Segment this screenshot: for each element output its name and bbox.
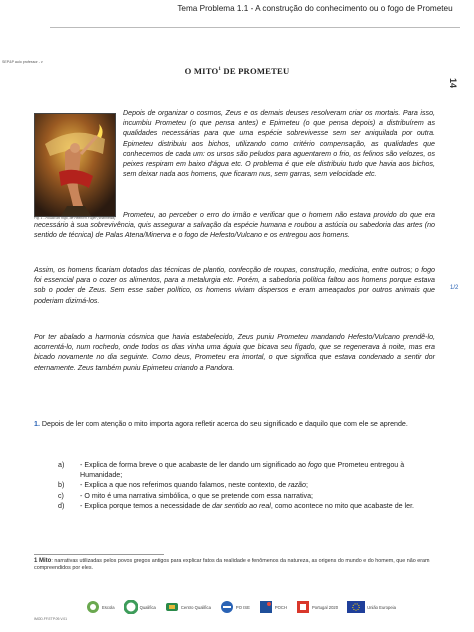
logo-label: Qualifica [139,604,156,610]
item-text-post: que Prometeu entregou à Humanidade; [80,461,405,480]
item-label: c) [58,491,64,500]
item-text-emphasis: dar sentido ao real [212,501,271,510]
footnote-text: : narrativas utilizadas pelos povos gregos antigos para explicar fatos da realidade e fenômenos da natureza, as origens do mundo e do homem, que não eram compreendidos por eles. [34,558,430,572]
ring-icon [124,600,138,614]
title-rest: DE PROMETEU [221,66,290,76]
logo-escola [86,600,115,614]
eu-flag-icon [347,601,365,613]
leaf-icon [86,600,100,614]
item-text-emphasis: fogo [307,461,322,469]
item-text-pre: - Explica porque temos a necessidade de [80,501,213,510]
paragraph-3: Assim, os homens ficariam dotados das técnicas de plantio, confecção de roupas, construção, medicina, entre outros; o fogo foi essencial para o cozer os alimentos, para a metalurgia etc. Porém, a sabedoria política faltou aos homens porque estava sob o poder de Zeus. Sem esse saber político, os homens viviam dispersos e eram ameaçados por outros animais que poderiam dizimá-los. [34,266,435,305]
question-item-b [58,480,438,490]
logo-uniao-europeia [347,601,396,613]
question-intro: Depois de ler com atenção o mito importa agora refletir acerca do seu significado e daquilo que com ele se aprende. [39,420,408,428]
page-marker-top: 14 [448,77,459,89]
item-text [80,491,313,501]
logo-label: Portugal 2020 [311,604,339,610]
poise-icon [220,600,234,614]
item-text-pre: - Explica de forma breve o que acabaste de ler dando um significado ao [80,461,308,469]
poch-icon [259,600,273,614]
item-text [80,501,414,511]
item-text-emphasis: razão [288,481,306,490]
item-label: d) [58,501,65,510]
question-item-a [58,460,438,480]
painting-image [35,114,115,216]
title-footnote-mark: 1 [218,67,222,73]
funding-logos [86,594,466,620]
page-marker-side: 1/2 [450,285,459,291]
question-item-c [58,491,438,501]
logo-label: POCH [274,604,287,610]
question-number: 1. [34,420,40,428]
logo-qualifica [124,600,156,614]
item-text-post: , como acontece no mito que acabaste de ler. [270,501,415,510]
logo-centro-qualifica [165,600,211,614]
logo-label: PO ISE [235,604,250,610]
question-1 [34,419,435,429]
paragraph-4: Por ter abalado a harmonia cósmica que havia estabelecido, Zeus puniu Prometeu mandando Hefesto/Vulcano prendê-lo, acorrentá-lo, num rochedo, onde todos os dias vinha uma águia que bicava seu fígado, que se regenerava à noite, mas era bicado novamente no dia seguinte. Como deus, Prometeu era imortal, o que significa que estava condenado a sentir dor eternamente. Zeus também puniu Epimeteu criando a Pandora. [34,333,435,372]
logo-poch [259,600,287,614]
paragraph-1: Depois de organizar o cosmos, Zeus e os demais deuses resolveram criar os mortais. Para isso, incumbiu Prometeu (o que pensa antes) e Epimeteu (o que pensa depois) a distribuírem as qualidades necessárias para que uma espécie sobrevivesse sem ser aniquilada por outra. Epimeteu distribuiu aos bichos, utilizando como critério compensação, as qualidades que conhecemos de cada um: os ursos são peludos para aguentarem o frio, os felinos são velozes, os peixes respiram em baixo d'água etc. O problema é que ele distribuiu tudo que havia aos bichos, sem deixar nada aos homens, que ficaram nus, sem garras, sem velocidade etc. [123,109,435,179]
prometheus-painting [34,113,116,217]
item-text [80,460,438,480]
item-text-post: ; [305,481,308,490]
title-text: O MITO [184,66,219,76]
paragraph-2: Prometeu, ao perceber o erro do irmão e verificar que o homem não estava provido do que era necessário à sua sobrevivência, quis assegurar a salvação da espécie humana e roubou a astúcia ou sabedoria das artes (no sentido de técnica) de Palas Atena/Minerva e o fogo de Hefesto/Vulcano e os entregou aos homens. [34,211,435,240]
logo-label: União Europeia [367,604,396,610]
portugal-2020-icon [296,600,310,614]
item-label: b) [58,481,65,490]
footnote-mark: 1 Mito [34,558,52,564]
logo-po-ise [220,600,250,614]
item-text-pre: - O mito é uma narrativa simbólica, o que se pretende com essa narrativa; [80,491,314,500]
margin-note: SEP&P aulo professor - v [2,60,43,64]
footnote [34,558,444,572]
page-title [0,66,474,76]
qualifica-mark-icon [165,600,179,614]
logo-label: Centro Qualifica [180,604,211,610]
header-divider [50,27,460,28]
footnote-divider [34,554,164,555]
question-item-d [58,501,438,511]
figure-caption: Fig. 1 - Roubo do fogo, de Heinrich Füger (Wikimedia) [34,216,116,220]
question-items [58,460,438,511]
item-text-pre: - Explica a que nos referimos quando falamos, neste contexto, de [80,481,289,490]
item-text [80,480,308,490]
item-label: a) [58,461,65,469]
logo-label: Escola [102,604,115,610]
page-header: Tema Problema 1.1 - A construção do conhecimento ou o fogo de Prometeu [177,4,453,13]
document-code: IMOD.FF.ETP.09.V.01 [34,617,67,621]
logo-portugal-2020 [296,600,338,614]
